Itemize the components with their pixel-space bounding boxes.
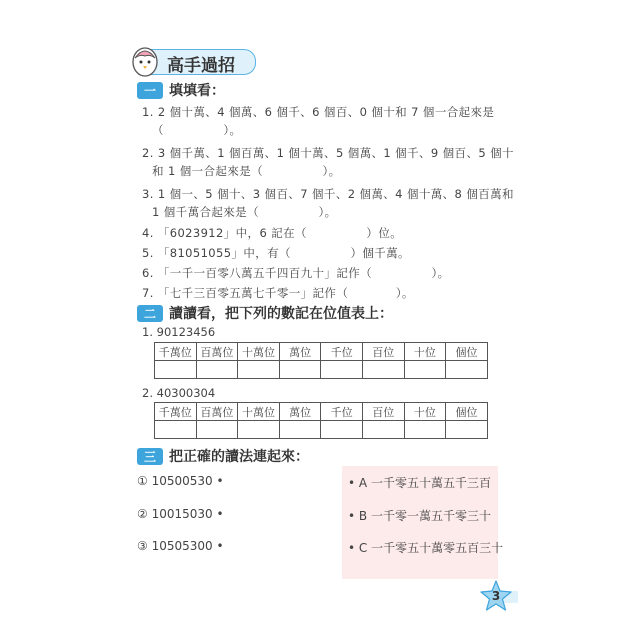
answer-cell[interactable] [446, 421, 488, 439]
answer-cell[interactable] [279, 361, 321, 379]
section-1-header [137, 80, 225, 100]
answer-cell[interactable] [404, 361, 446, 379]
title-banner [136, 49, 256, 75]
question-line: 1. 2 個十萬、4 個萬、6 個千、6 個百、0 個十和 7 個一合起來是 [142, 105, 495, 119]
column-header: 百萬位 [196, 403, 238, 421]
section-3-badge: 三 [137, 448, 163, 465]
match-right-item [348, 507, 491, 524]
column-header: 百萬位 [196, 343, 238, 361]
section-3-header [137, 446, 309, 466]
table-header-row [155, 403, 488, 421]
question-line: 1 個千萬合起來是（ ）。 [152, 205, 337, 219]
match-right-item [348, 474, 491, 491]
section-1-heading: 填填看： [169, 83, 225, 99]
connect-dot[interactable]: • [348, 509, 356, 523]
answer-cell[interactable] [238, 361, 280, 379]
question-line: 4. 「6023912」中，6 記在（ ）位。 [142, 226, 403, 240]
connect-dot[interactable]: • [216, 474, 224, 488]
answer-cell[interactable] [321, 361, 363, 379]
column-header: 千位 [321, 403, 363, 421]
question-line: 3. 1 個一、5 個十、3 個百、7 個千、2 個萬、4 個十萬、8 個百萬和 [142, 187, 514, 201]
option-letter: C [358, 541, 368, 555]
answer-cell[interactable] [446, 361, 488, 379]
column-header: 萬位 [279, 403, 321, 421]
penguin-icon [131, 44, 159, 78]
item-mark: ② [137, 507, 148, 521]
table-answer-row [155, 421, 488, 439]
section-2-badge: 二 [137, 305, 163, 322]
question-line: 7. 「七千三百零五萬七千零一」記作（ ）。 [142, 286, 414, 300]
column-header: 個位 [446, 343, 488, 361]
column-header: 百位 [362, 343, 404, 361]
connect-dot[interactable]: • [348, 541, 356, 555]
item-mark: ① [137, 474, 148, 488]
item-number: 10500530 [151, 474, 213, 488]
column-header: 千萬位 [155, 403, 197, 421]
table-answer-row [155, 361, 488, 379]
item-number: 10505300 [151, 539, 213, 553]
match-right-item [348, 539, 503, 556]
connect-dot[interactable]: • [348, 476, 356, 490]
column-header: 十位 [404, 403, 446, 421]
match-left-item [137, 507, 224, 521]
column-header: 千萬位 [155, 343, 197, 361]
page-number: 3 [491, 589, 501, 603]
column-header: 個位 [446, 403, 488, 421]
column-header: 十萬位 [238, 403, 280, 421]
column-header: 十位 [404, 343, 446, 361]
match-left-item [137, 539, 224, 553]
connect-dot[interactable]: • [216, 539, 224, 553]
page-number-star [480, 580, 512, 612]
column-header: 萬位 [279, 343, 321, 361]
answer-cell[interactable] [155, 361, 197, 379]
answer-cell[interactable] [362, 421, 404, 439]
match-left-item [137, 474, 224, 488]
option-letter: A [358, 476, 368, 490]
column-header: 百位 [362, 403, 404, 421]
column-header: 千位 [321, 343, 363, 361]
answer-cell[interactable] [321, 421, 363, 439]
question-line: 6. 「一千一百零八萬五千四百九十」記作（ ）。 [142, 266, 450, 280]
section-3-heading: 把正確的讀法連起來： [169, 449, 309, 465]
answer-cell[interactable] [279, 421, 321, 439]
answer-cell[interactable] [155, 421, 197, 439]
item-number: 10015030 [151, 507, 213, 521]
question-line: 5. 「81051055」中，有（ ）個千萬。 [142, 246, 410, 260]
answer-cell[interactable] [238, 421, 280, 439]
page-title: 高手過招 [167, 56, 235, 76]
question-line: 2. 3 個千萬、1 個百萬、1 個十萬、5 個萬、1 個千、9 個百、5 個十 [142, 146, 514, 160]
option-text: 一千零一萬五千零三十 [370, 509, 491, 523]
option-text: 一千零五十萬零五百三十 [371, 541, 504, 555]
option-letter: B [358, 509, 368, 523]
section-1-badge: 一 [137, 82, 163, 99]
section-2-header [137, 303, 393, 323]
column-header: 十萬位 [238, 343, 280, 361]
answer-cell[interactable] [404, 421, 446, 439]
question-line: 和 1 個一合起來是（ ）。 [152, 164, 341, 178]
match-options-panel [342, 466, 504, 579]
section-2-heading: 讀讀看，把下列的數記在位值表上： [169, 306, 393, 322]
item-mark: ③ [137, 539, 148, 553]
item-label: 2. 40300304 [142, 386, 216, 400]
option-text: 一千零五十萬五千三百 [370, 476, 491, 490]
table-header-row [155, 343, 488, 361]
place-value-table-2 [154, 402, 488, 439]
answer-cell[interactable] [196, 421, 238, 439]
place-value-table-1 [154, 342, 488, 379]
item-label: 1. 90123456 [142, 325, 216, 339]
answer-cell[interactable] [196, 361, 238, 379]
connect-dot[interactable]: • [216, 507, 224, 521]
answer-cell[interactable] [362, 361, 404, 379]
question-line: （ ）。 [152, 123, 242, 137]
